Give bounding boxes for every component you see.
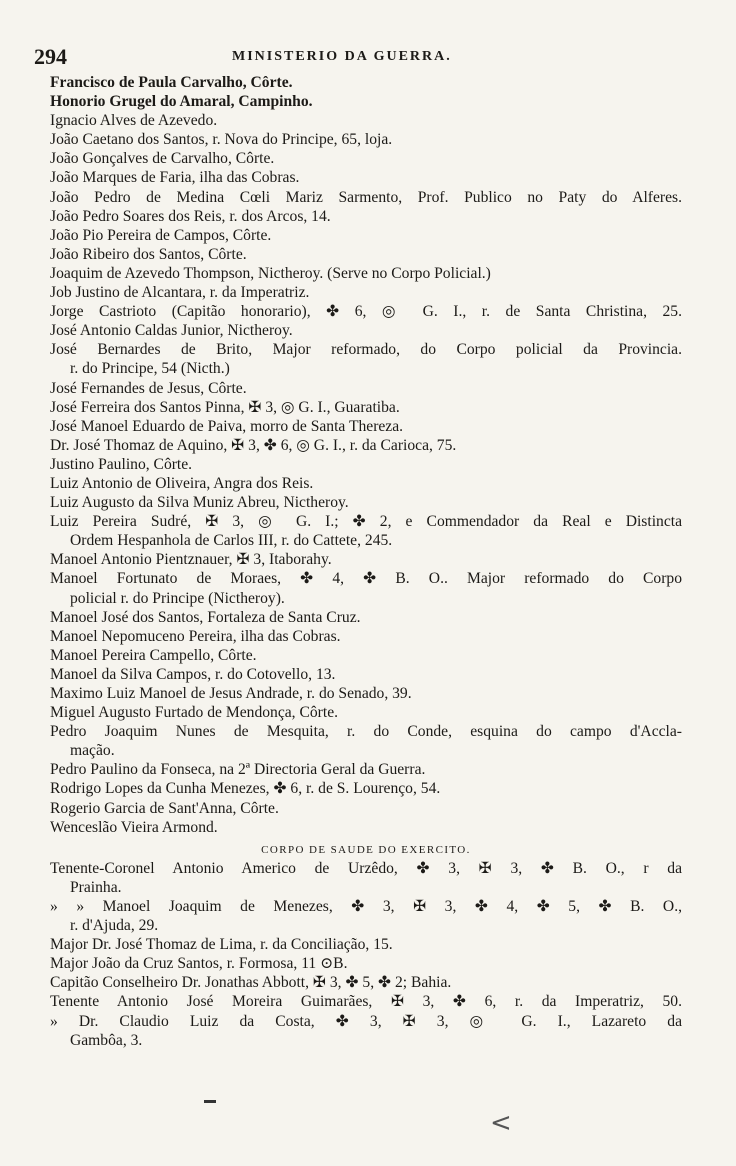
entry-line: policial r. do Principe (Nictheroy). (70, 589, 285, 607)
entry-line: Rogerio Garcia de Sant'Anna, Côrte. (50, 799, 279, 817)
section-entry-line: » » Manoel Joaquim de Menezes, ✤ 3, ✠ 3, ✤ 4, ✤ 5, ✤ B. O., (50, 897, 682, 915)
ink-smudge (204, 1100, 216, 1103)
entry-line: Francisco de Paula Carvalho, Côrte. (50, 74, 293, 91)
margin-mark: < (490, 1108, 512, 1138)
entry-line: Manoel Fortunato de Moraes, ✤ 4, ✤ B. O.. Major reformado do Corpo (50, 570, 682, 588)
entry-line: João Caetano dos Santos, r. Nova do Principe, 65, loja. (50, 131, 393, 149)
entry-line: José Fernandes de Jesus, Côrte. (50, 379, 247, 397)
entry-line: Pedro Paulino da Fonseca, na 2ª Directoria Geral da Guerra. (50, 761, 426, 779)
entry-line: Honorio Grugel do Amaral, Campinho. (50, 93, 313, 111)
entry-line: Wenceslão Vieira Armond. (50, 818, 218, 836)
entry-line: Joaquim de Azevedo Thompson, Nictheroy. (Serve no Corpo Policial.) (50, 264, 491, 282)
running-title: MINISTERIO DA GUERRA. (232, 49, 452, 64)
entry-line: João Marques de Faria, ilha das Cobras. (50, 169, 300, 187)
section-entry-line: » Dr. Claudio Luiz da Costa, ✤ 3, ✠ 3, ◎ G. I., Lazareto da (50, 1012, 682, 1030)
entry-line: João Gonçalves de Carvalho, Côrte. (50, 150, 275, 168)
entry-line: Manoel Pereira Campello, Côrte. (50, 646, 257, 664)
entry-line: João Ribeiro dos Santos, Côrte. (50, 245, 247, 263)
entry-line: Pedro Joaquim Nunes de Mesquita, r. do Conde, esquina do campo d'Accla- (50, 723, 682, 741)
section-entry-line: Capitão Conselheiro Dr. Jonathas Abbott, ✠ 3, ✤ 5, ✤ 2; Bahia. (50, 974, 452, 992)
section-entry-line: Tenente-Coronel Antonio Americo de Urzêdo, ✤ 3, ✠ 3, ✤ B. O., r da (50, 859, 682, 877)
section-entry-line: r. d'Ajuda, 29. (70, 917, 159, 935)
entry-line: José Antonio Caldas Junior, Nictheroy. (50, 322, 293, 340)
entry-line: Rodrigo Lopes da Cunha Menezes, ✤ 6, r. de S. Lourenço, 54. (50, 780, 441, 798)
section-title: CORPO DE SAUDE DO EXERCITO. (261, 843, 471, 856)
entry-line: João Pedro de Medina Cœli Mariz Sarmento, Prof. Publico no Paty do Alferes. (50, 188, 682, 206)
section-entry-line: Major Dr. José Thomaz de Lima, r. da Conciliação, 15. (50, 936, 393, 954)
page-header (34, 44, 674, 70)
section-entry-line: Major João da Cruz Santos, r. Formosa, 11 ⊙B. (50, 955, 348, 973)
entry-line: João Pedro Soares dos Reis, r. dos Arcos, 14. (50, 207, 331, 225)
page-number: 294 (34, 44, 67, 69)
entry-line: Jorge Castrioto (Capitão honorario), ✤ 6, ◎ G. I., r. de Santa Christina, 25. (50, 303, 682, 321)
entry-line: Miguel Augusto Furtado de Mendonça, Côrte. (50, 704, 339, 722)
entry-line: r. do Principe, 54 (Nicth.) (70, 360, 230, 378)
entry-line: Luiz Augusto da Silva Muniz Abreu, Nictheroy. (50, 494, 349, 512)
entry-list (50, 73, 682, 1050)
entry-line: Manoel Antonio Pientznauer, ✠ 3, Itaborahy. (50, 551, 332, 569)
entry-line: Manoel da Silva Campos, r. do Cotovello, 13. (50, 665, 336, 683)
entry-line: Job Justino de Alcantara, r. da Imperatriz. (50, 284, 310, 302)
health-corps-list (50, 859, 682, 1050)
entry-line: José Manoel Eduardo de Paiva, morro de Santa Thereza. (50, 417, 404, 435)
section-entry-line: Gambôa, 3. (70, 1031, 143, 1049)
entry-line: Ignacio Alves de Azevedo. (50, 112, 218, 130)
entry-line: João Pio Pereira de Campos, Côrte. (50, 226, 272, 244)
entry-line: Maximo Luiz Manoel de Jesus Andrade, r. do Senado, 39. (50, 685, 412, 702)
entry-line: Manoel Nepomuceno Pereira, ilha das Cobras. (50, 627, 341, 645)
entry-line: mação. (70, 742, 115, 760)
entry-line: Manoel José dos Santos, Fortaleza de Santa Cruz. (50, 608, 361, 626)
entry-line: Dr. José Thomaz de Aquino, ✠ 3, ✤ 6, ◎ G. I., r. da Carioca, 75. (50, 436, 457, 454)
entry-line: Justino Paulino, Côrte. (50, 455, 193, 473)
section-entry-line: Tenente Antonio José Moreira Guimarães, ✠ 3, ✤ 6, r. da Imperatriz, 50. (50, 993, 682, 1011)
entry-line: Ordem Hespanhola de Carlos III, r. do Cattete, 245. (70, 532, 393, 550)
entry-line: Luiz Antonio de Oliveira, Angra dos Reis. (50, 474, 314, 492)
entry-line: José Ferreira dos Santos Pinna, ✠ 3, ◎ G. I., Guaratiba. (50, 398, 400, 416)
personnel-list (50, 73, 682, 837)
entry-line: Luiz Pereira Sudré, ✠ 3, ◎ G. I.; ✤ 2, e Commendador da Real e Distincta (50, 513, 682, 531)
entry-line: José Bernardes de Brito, Major reformado, do Corpo policial da Provincia. (50, 341, 682, 359)
section-entry-line: Prainha. (70, 878, 122, 896)
